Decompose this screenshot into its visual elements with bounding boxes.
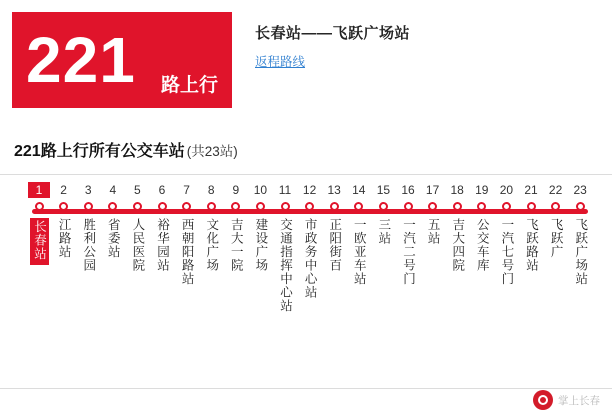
stop-item[interactable] — [53, 182, 75, 264]
stop-dot-icon — [158, 202, 167, 211]
stop-item[interactable] — [348, 182, 370, 291]
stop-index: 3 — [84, 183, 92, 197]
stop-index: 13 — [327, 183, 341, 197]
stop-index: 16 — [401, 183, 415, 197]
stop-dot-icon — [453, 202, 462, 211]
stop-index: 8 — [207, 183, 215, 197]
stop-name: 省委站 — [106, 218, 121, 259]
stop-name: 文化广场 — [204, 218, 219, 272]
stop-dot-icon — [527, 202, 536, 211]
stop-dot-icon — [108, 202, 117, 211]
stop-item[interactable] — [446, 182, 468, 277]
stops-section-heading: 221路上行所有公交车站 — [14, 143, 185, 160]
stop-index: 4 — [109, 183, 117, 197]
stop-index: 1 — [28, 182, 50, 198]
stop-index: 7 — [183, 183, 190, 197]
stops-list — [14, 182, 600, 382]
stop-index: 11 — [278, 183, 292, 197]
stop-item[interactable] — [28, 182, 50, 270]
app-logo-icon — [533, 390, 553, 410]
stop-item[interactable] — [274, 182, 296, 318]
stop-name: 裕华园站 — [155, 218, 170, 272]
stop-item[interactable] — [225, 182, 247, 277]
stop-name: 飞跃路站 — [524, 218, 539, 272]
divider-top — [0, 174, 612, 175]
stop-index: 18 — [450, 183, 464, 197]
route-number-badge — [12, 12, 232, 108]
stop-index: 20 — [499, 183, 514, 197]
stop-dot-icon — [84, 202, 93, 211]
stop-index: 23 — [573, 183, 587, 197]
stop-item[interactable] — [151, 182, 173, 277]
stop-name: 江路站 — [57, 218, 72, 259]
stops-section-title — [14, 138, 238, 161]
stop-item[interactable] — [422, 182, 444, 250]
stop-dot-icon — [59, 202, 68, 211]
stop-name: 正阳街百 — [327, 218, 342, 272]
stop-dot-icon — [256, 202, 265, 211]
stop-dot-icon — [330, 202, 339, 211]
stop-name: 飞跃广 — [549, 218, 564, 259]
stop-item[interactable] — [102, 182, 124, 264]
footer-logo-text: 掌上长春 — [558, 394, 600, 407]
stop-name: 飞跃广场站 — [573, 218, 588, 286]
stop-index: 17 — [425, 183, 440, 197]
stop-item[interactable] — [126, 182, 148, 277]
stop-name: 一汽二号门 — [401, 218, 416, 286]
stop-dot-icon — [182, 202, 191, 211]
stop-dot-icon — [207, 202, 216, 211]
stop-index: 22 — [548, 183, 563, 197]
stop-name: 胜利公园 — [81, 218, 96, 272]
stop-item[interactable] — [200, 182, 222, 277]
stop-item[interactable] — [323, 182, 345, 277]
stop-name: 人民医院 — [130, 218, 145, 272]
stop-dot-icon — [231, 202, 240, 211]
stop-index: 5 — [134, 183, 141, 197]
stop-dot-icon — [576, 202, 585, 211]
stop-item[interactable] — [176, 182, 198, 291]
stop-item[interactable] — [520, 182, 542, 277]
stop-dot-icon — [133, 202, 142, 211]
stop-item[interactable] — [299, 182, 321, 304]
stop-index: 21 — [524, 183, 538, 197]
stop-name: 交通指挥中心站 — [278, 218, 293, 313]
stop-dot-icon — [35, 202, 44, 211]
stop-name: 公交车库 — [475, 218, 490, 272]
stop-dot-icon — [428, 202, 437, 211]
stop-index: 9 — [232, 183, 240, 197]
stop-name: 五站 — [426, 218, 441, 245]
stop-index: 2 — [60, 183, 67, 197]
stop-dot-icon — [281, 202, 290, 211]
stop-name: 建设广场 — [253, 218, 268, 272]
stop-item[interactable] — [471, 182, 493, 277]
stop-dot-icon — [305, 202, 314, 211]
route-title: 长春站——飞跃广场站 — [255, 25, 411, 42]
stop-index: 19 — [475, 183, 489, 197]
stop-index: 15 — [376, 183, 391, 197]
stop-index: 14 — [352, 183, 366, 197]
stop-item[interactable] — [569, 182, 591, 291]
stop-index: 10 — [253, 183, 268, 197]
divider-bottom — [0, 388, 612, 389]
stop-name: 吉大四院 — [450, 218, 465, 272]
stop-item[interactable] — [249, 182, 271, 277]
stop-name: 一汽七号门 — [499, 218, 514, 286]
stop-name: 长春站 — [30, 218, 49, 265]
route-direction-label: 路上行 — [160, 75, 218, 96]
stop-index: 12 — [302, 183, 317, 197]
stop-item[interactable] — [545, 182, 567, 264]
stop-name: 西朝阳路站 — [180, 218, 195, 286]
stop-item[interactable] — [397, 182, 419, 291]
stop-name: 一欧亚车站 — [352, 218, 367, 286]
stop-dot-icon — [404, 202, 413, 211]
stop-item[interactable] — [77, 182, 99, 277]
stop-index: 6 — [158, 183, 166, 197]
stops-count: (共23站) — [186, 144, 238, 159]
return-route-link[interactable]: 返程路线 — [255, 55, 306, 69]
stop-dot-icon — [551, 202, 560, 211]
stop-dot-icon — [354, 202, 363, 211]
route-number: 221 — [26, 24, 136, 96]
stop-item[interactable] — [495, 182, 517, 291]
stop-name: 三站 — [376, 218, 391, 245]
stop-dot-icon — [477, 202, 486, 211]
route-header — [0, 0, 612, 110]
stop-dot-icon — [502, 202, 511, 211]
stop-name: 市政务中心站 — [303, 218, 318, 299]
footer-logo — [533, 390, 600, 410]
stop-name: 吉大一院 — [229, 218, 244, 272]
stop-dot-icon — [379, 202, 388, 211]
stop-item[interactable] — [372, 182, 394, 250]
